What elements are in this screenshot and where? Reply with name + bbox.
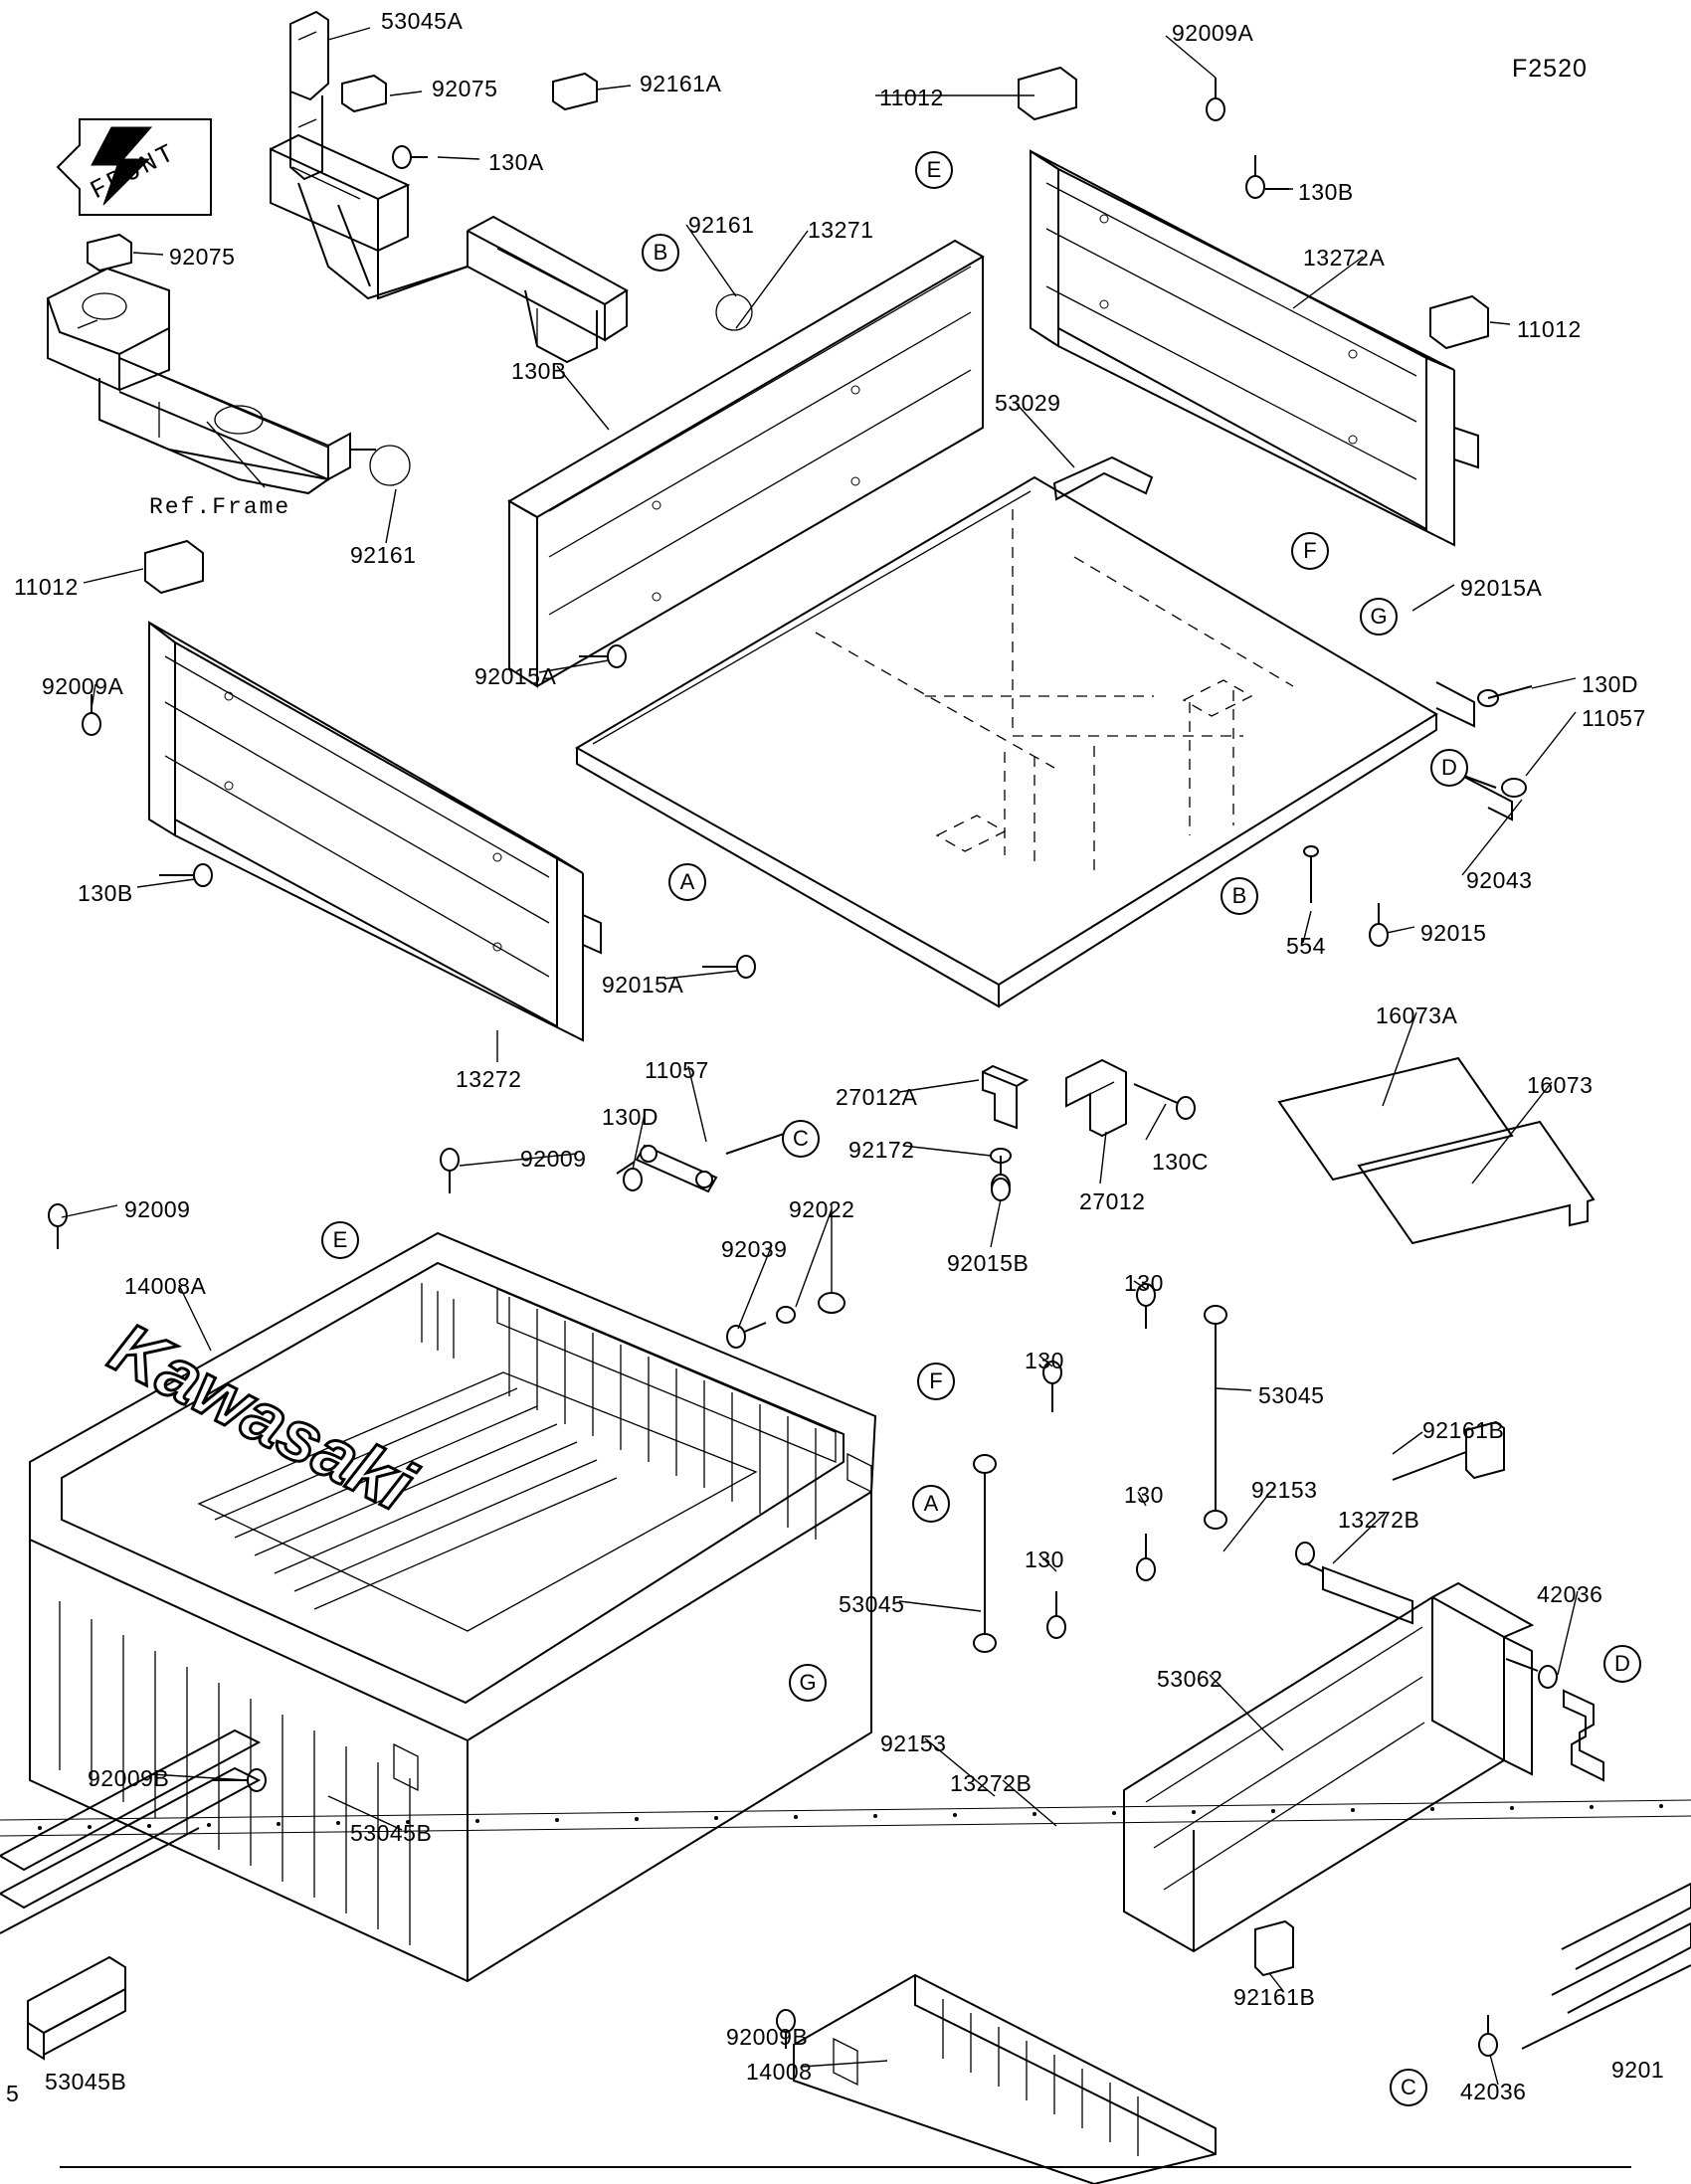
callout-label: 130B [511,358,567,384]
balloon-ref: B [642,234,679,272]
svg-text:Kawasaki: Kawasaki [97,1307,426,1528]
bed-rear-14008 [777,1921,1293,2184]
callout-label: 13271 [808,217,874,243]
callout-label: 13272B [1338,1507,1420,1533]
callout-label: 92009 [520,1146,587,1172]
callout-label: 11057 [1582,705,1646,731]
callout-label: 11012 [879,85,944,110]
front-direction-marker [58,119,211,215]
callout-label: 13272A [1303,245,1386,271]
callout-label: 92009 [124,1196,191,1222]
balloon-ref: E [321,1221,359,1259]
callout-label: 130 [1124,1482,1164,1508]
callout-label: 16073A [1376,1002,1458,1028]
callout-label: 130 [1025,1547,1064,1572]
balloon-ref: G [789,1664,827,1702]
bottom-rule [60,2166,1631,2168]
balloon-ref: F [1291,532,1329,570]
callout-label: 92009A [1172,20,1254,46]
callout-label: 92009B [88,1765,170,1791]
panel-13271 [509,241,983,686]
tailgate-53062 [1124,1583,1603,1951]
balloon-ref: C [782,1120,820,1158]
balloon-ref: A [912,1485,950,1523]
callout-label: 13272B [950,1770,1033,1796]
callout-label: 92015 [1420,920,1487,946]
callout-label: 130C [1152,1149,1209,1175]
ref-frame-label: Ref.Frame [149,494,291,520]
callout-label: 53045B [350,1820,433,1846]
callout-label: 11057 [645,1057,709,1083]
callout-label: 130B [1298,179,1354,205]
callout-label: 92161 [350,542,417,568]
callout-label: 16073 [1527,1072,1594,1098]
balloon-ref: B [1221,877,1258,915]
callout-label: 92075 [169,244,236,270]
leader-lines [62,28,1578,2085]
kawasaki-logo [98,1308,428,1528]
callout-label: 92022 [789,1196,855,1222]
balloon-ref: F [917,1363,955,1400]
balloon-ref: G [1360,598,1398,636]
callout-label: 27012A [836,1084,918,1110]
callout-label: 27012 [1079,1188,1146,1214]
callout-label: 130 [1124,1270,1164,1296]
callout-label: 130A [488,149,544,175]
callout-label: 92015A [602,972,684,998]
callout-label: 11012 [14,574,79,600]
callout-label: 92161A [640,71,722,96]
callout-label: 92161 [688,212,755,238]
callout-label: 92015A [1460,575,1543,601]
page-number: 5 [6,2081,20,2106]
callout-label: 554 [1286,933,1326,959]
sheet-code: F2520 [1512,55,1588,83]
callout-label: 9201 [1611,2057,1665,2083]
callout-label: 92039 [721,1236,788,1262]
balloon-ref: A [668,863,706,901]
callout-label: 53062 [1157,1666,1223,1692]
callout-label: 53045 [1258,1382,1325,1408]
callout-label: 92015B [947,1250,1030,1276]
callout-label: 14008A [124,1273,207,1299]
callout-label: 92075 [432,76,498,101]
callout-label: 53045A [381,8,464,34]
panel-13272A [1019,68,1488,545]
callout-label: 92043 [1466,867,1533,893]
ground-hatch-band [0,1800,1691,1836]
callout-label: 92172 [848,1137,915,1163]
callout-label: 42036 [1537,1581,1603,1607]
floor-panel-53029 [577,457,1532,1006]
callout-label: 92161B [1233,1984,1316,2010]
balloon-ref: D [1603,1645,1641,1683]
callout-label: 92153 [880,1730,947,1756]
callout-label: 130D [602,1104,658,1130]
callout-label: 53045 [839,1591,905,1617]
callout-label: 130 [1025,1348,1064,1373]
balloon-ref: C [1390,2069,1427,2106]
callout-label: 92153 [1251,1477,1318,1503]
callout-label: 130D [1582,671,1638,697]
callout-label: 53045B [45,2069,127,2094]
callout-label: 92161B [1422,1417,1505,1443]
callout-label: 130B [78,880,133,906]
balloon-ref: D [1430,749,1468,787]
callout-label: 92009A [42,673,124,699]
callout-label: 92009B [726,2024,809,2050]
callout-label: 11012 [1517,316,1582,342]
callout-label: 14008 [746,2059,813,2085]
callout-label: 53029 [995,390,1061,416]
support-rods [974,1284,1226,1652]
callout-label: 13272 [456,1066,522,1092]
callout-label: 92015A [474,663,557,689]
callout-label: 42036 [1460,2079,1527,2104]
balloon-ref: E [915,151,953,189]
